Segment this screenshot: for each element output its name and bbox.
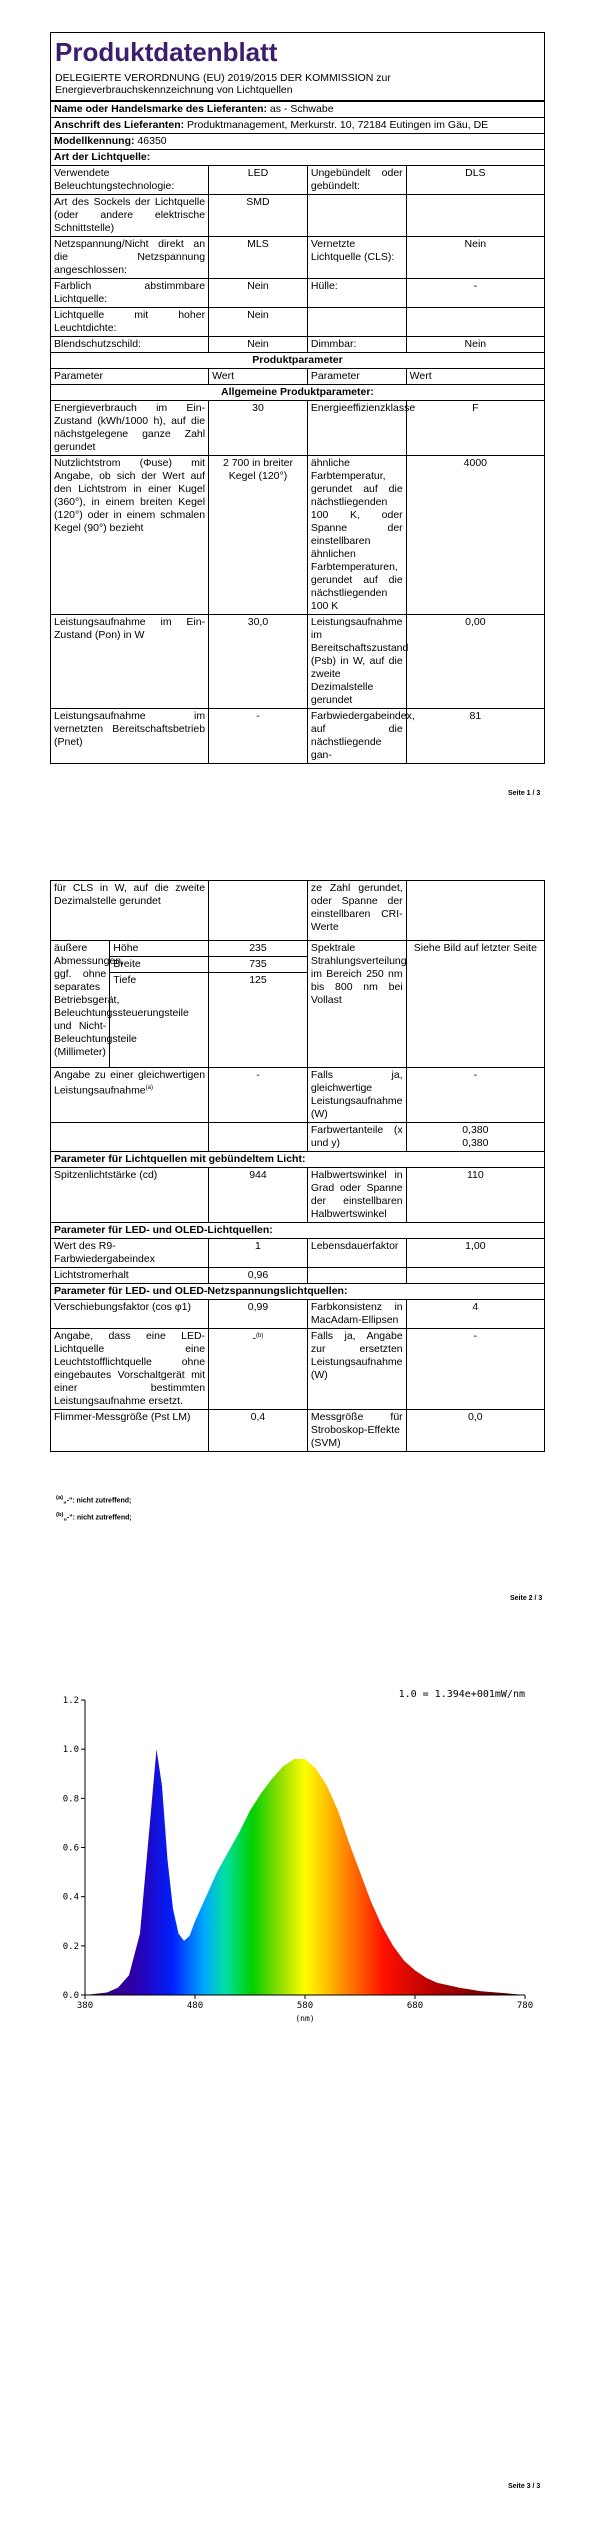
type-label: Hülle: <box>307 279 406 308</box>
dimension-key: Tiefe <box>110 973 209 1068</box>
dimension-key: Höhe <box>110 941 209 957</box>
type-label: Vernetzte Lichtquelle (CLS): <box>307 237 406 279</box>
y-tick-label: 0.8 <box>62 1794 79 1805</box>
param-label: Leistungsaufnahme im Ein-Zustand (Pon) in W <box>51 615 209 709</box>
param-value: 0,96 <box>209 1268 308 1284</box>
mains-title: Parameter für LED- und OLED-Netzspannungslichtquellen: <box>51 1284 545 1300</box>
param-label: Lebensdauerfaktor <box>307 1239 406 1268</box>
y-tick-label: 0.0 <box>62 1991 79 2001</box>
param-label: Falls ja, gleichwertige Leistungsaufnahme (W) <box>307 1068 406 1123</box>
spectrum-area <box>85 1749 525 1995</box>
param-value: 0,99 <box>209 1300 308 1329</box>
type-label: Verwendete Beleuchtungstechnologie: <box>51 166 209 195</box>
column-header: Parameter <box>51 369 209 385</box>
supplier-address-row: Anschrift des Lieferanten: Produktmanagement, Merkurstr. 10, 72184 Eutingen im Gäu, DE <box>51 118 545 134</box>
type-value: Nein <box>209 279 308 308</box>
param-value: 4000 <box>406 456 544 615</box>
param-label: ähnliche Farbtemperatur, gerundet auf die nächstliegenden 100 K, oder Spanne der einstellbaren ähnlichen Farbtemperaturen, gerundet auf die nächstliegenden 100 K <box>307 456 406 615</box>
directed-title: Parameter für Lichtquellen mit gebündeltem Licht: <box>51 1152 545 1168</box>
param-label: Lichtstromerhalt <box>51 1268 209 1284</box>
param-label: Wert des R9-Farbwiedergabeindex <box>51 1239 209 1268</box>
page-number: Seite 1 / 3 <box>508 790 541 797</box>
param-label: Farbwertanteile (x und y) <box>307 1123 406 1152</box>
column-header: Parameter <box>307 369 406 385</box>
param-value: 30 <box>209 401 308 456</box>
param-value <box>406 881 544 941</box>
param-label: Leistungsaufnahme im vernetzten Bereitschaftsbetrieb (Pnet) <box>51 709 209 764</box>
spectrum-svg <box>55 1680 540 2030</box>
spectrum-chart <box>55 1680 540 2030</box>
param-value: - <box>209 1068 308 1123</box>
footnote-a: $^{(a)}$„-": nicht zutreffend; <box>56 1495 132 1505</box>
type-label: Lichtquelle mit hoher Leuchtdichte: <box>51 308 209 337</box>
x-tick-label: 480 <box>186 2001 204 2011</box>
page-number: Seite 3 / 3 <box>508 2483 541 2490</box>
y-tick-label: 1.0 <box>62 1745 79 1756</box>
column-header: Wert <box>209 369 308 385</box>
param-label: Farbkonsistenz in MacAdam-Ellipsen <box>307 1300 406 1329</box>
param-value: - <box>406 1329 544 1410</box>
type-label: Ungebündelt oder gebündelt: <box>307 166 406 195</box>
y-tick-label: 0.2 <box>62 1941 79 1952</box>
param-value <box>209 881 308 941</box>
dimension-value: 125 <box>209 973 308 1068</box>
y-tick-label: 0.6 <box>62 1843 79 1854</box>
x-tick-label: 580 <box>296 2001 314 2011</box>
type-label: Art des Sockels der Lichtquelle (oder andere elektrische Schnittstelle) <box>51 195 209 237</box>
datasheet-page-1 <box>50 32 545 764</box>
type-section-title: Art der Lichtquelle: <box>51 150 545 166</box>
param-label: Spitzenlichtstärke (cd) <box>51 1168 209 1223</box>
param-label: Farbwiedergabeindex, auf die nächstliegende gan- <box>307 709 406 764</box>
supplier-table <box>50 101 545 166</box>
x-tick-label: 680 <box>406 2001 424 2011</box>
dimension-key: Breite <box>110 957 209 973</box>
param-label: Flimmer-Messgröße (Pst LM) <box>51 1410 209 1452</box>
led-title: Parameter für LED- und OLED-Lichtquellen: <box>51 1223 545 1239</box>
type-label <box>307 195 406 237</box>
param-label: Energieverbrauch im Ein-Zustand (kWh/1000 h), auf die nächstgelegene ganze Zahl gerundet <box>51 401 209 456</box>
param-value: - <box>209 709 308 764</box>
y-tick-label: 0.4 <box>62 1892 79 1903</box>
param-value: - <box>406 1068 544 1123</box>
param-label: Angabe zu einer gleichwertigen Leistungsaufnahme$^{(a)}$ <box>51 1068 209 1123</box>
type-label: Blendschutzschild: <box>51 337 209 353</box>
params-title: Produktparameter <box>51 353 545 369</box>
type-value: Nein <box>406 337 544 353</box>
param-value: F <box>406 401 544 456</box>
model-row: Modellkennung: 46350 <box>51 134 545 150</box>
param-label: Falls ja, Angabe zur ersetzten Leistungsaufnahme (W) <box>307 1329 406 1410</box>
param-value: 30,0 <box>209 615 308 709</box>
param-label: Messgröße für Stroboskop-Effekte (SVM) <box>307 1410 406 1452</box>
param-value: 110 <box>406 1168 544 1223</box>
general-params-title: Allgemeine Produktparameter: <box>51 385 545 401</box>
chromaticity-values: 0,380 0,380 <box>406 1123 544 1152</box>
param-label: für CLS in W, auf die zweite Dezimalstelle gerundet <box>51 881 209 941</box>
param-value: 0,00 <box>406 615 544 709</box>
type-label: Netzspannung/Nicht direkt an die Netzspannung angeschlossen: <box>51 237 209 279</box>
type-value: Nein <box>209 308 308 337</box>
param-value: 0,4 <box>209 1410 308 1452</box>
chart-annotation: 1.0 = 1.394e+001mW/nm <box>398 1689 525 1700</box>
dimensions-label: äußere Abmessungen, ggf. ohne separates Betriebsgerät, Beleuchtungssteuerungsteile und Nicht-Beleuchtungsteile (Millimeter) <box>51 941 110 1068</box>
dimension-value: 235 <box>209 941 308 957</box>
params-continued-table <box>50 880 545 1452</box>
param-label: Energieeffizienzklasse <box>307 401 406 456</box>
datasheet-page-2 <box>50 880 545 1452</box>
param-value: -$^{(b)}$ <box>209 1329 308 1410</box>
param-value: 2 700 in breiter Kegel (120°) <box>209 456 308 615</box>
type-value: MLS <box>209 237 308 279</box>
page-number: Seite 2 / 3 <box>510 1595 543 1602</box>
dimension-value: 735 <box>209 957 308 973</box>
param-value: 944 <box>209 1168 308 1223</box>
param-value: 0,0 <box>406 1410 544 1452</box>
param-label: Nutzlichtstrom (Φuse) mit Angabe, ob sich der Wert auf den Lichtstrom in einer Kugel (360°), in einem breiten Kegel (120°) oder in einem schmalen Kegel (90°) bezieht <box>51 456 209 615</box>
type-value <box>406 308 544 337</box>
param-value: 1,00 <box>406 1239 544 1268</box>
type-table <box>50 165 545 764</box>
param-value: Siehe Bild auf letzter Seite <box>406 941 544 1068</box>
document-subtitle: DELEGIERTE VERORDNUNG (EU) 2019/2015 DER KOMMISSION zur Energieverbrauchskennzeichnung von Lichtquellen <box>50 70 545 101</box>
type-value <box>406 195 544 237</box>
param-value: 4 <box>406 1300 544 1329</box>
type-value: SMD <box>209 195 308 237</box>
type-value: - <box>406 279 544 308</box>
param-label: Verschiebungsfaktor (cos φ1) <box>51 1300 209 1329</box>
y-tick-label: 1.2 <box>62 1696 79 1706</box>
type-label: Farblich abstimmbare Lichtquelle: <box>51 279 209 308</box>
type-label <box>307 308 406 337</box>
param-label: Spektrale Strahlungsverteilung im Bereich 250 nm bis 800 nm bei Vollast <box>307 941 406 1068</box>
type-value: Nein <box>406 237 544 279</box>
type-value: LED <box>209 166 308 195</box>
param-value: 81 <box>406 709 544 764</box>
type-label: Dimmbar: <box>307 337 406 353</box>
document-title: Produktdatenblatt <box>50 32 545 70</box>
type-value: Nein <box>209 337 308 353</box>
footnote-b: $^{(b)}$„-": nicht zutreffend; <box>56 1512 132 1522</box>
param-label: Halbwertswinkel in Grad oder Spanne der einstellbaren Halbwertswinkel <box>307 1168 406 1223</box>
x-tick-label: 380 <box>76 2001 94 2011</box>
supplier-name-row: Name oder Handelsmarke des Lieferanten: as - Schwabe <box>51 102 545 118</box>
x-tick-label: 780 <box>516 2001 534 2011</box>
param-value: 1 <box>209 1239 308 1268</box>
x-axis-label: (nm) <box>295 2014 315 2023</box>
param-label: Leistungsaufnahme im Bereitschaftszustand (Psb) in W, auf die zweite Dezimalstelle gerundet <box>307 615 406 709</box>
param-label: Angabe, dass eine LED-Lichtquelle eine Leuchtstofflichtquelle ohne eingebautes Vorschaltgerät mit einer bestimmten Leistungsaufnahme ersetzt. <box>51 1329 209 1410</box>
param-label: ze Zahl gerundet, oder Spanne der einstellbaren CRI-Werte <box>307 881 406 941</box>
column-header: Wert <box>406 369 544 385</box>
type-value: DLS <box>406 166 544 195</box>
